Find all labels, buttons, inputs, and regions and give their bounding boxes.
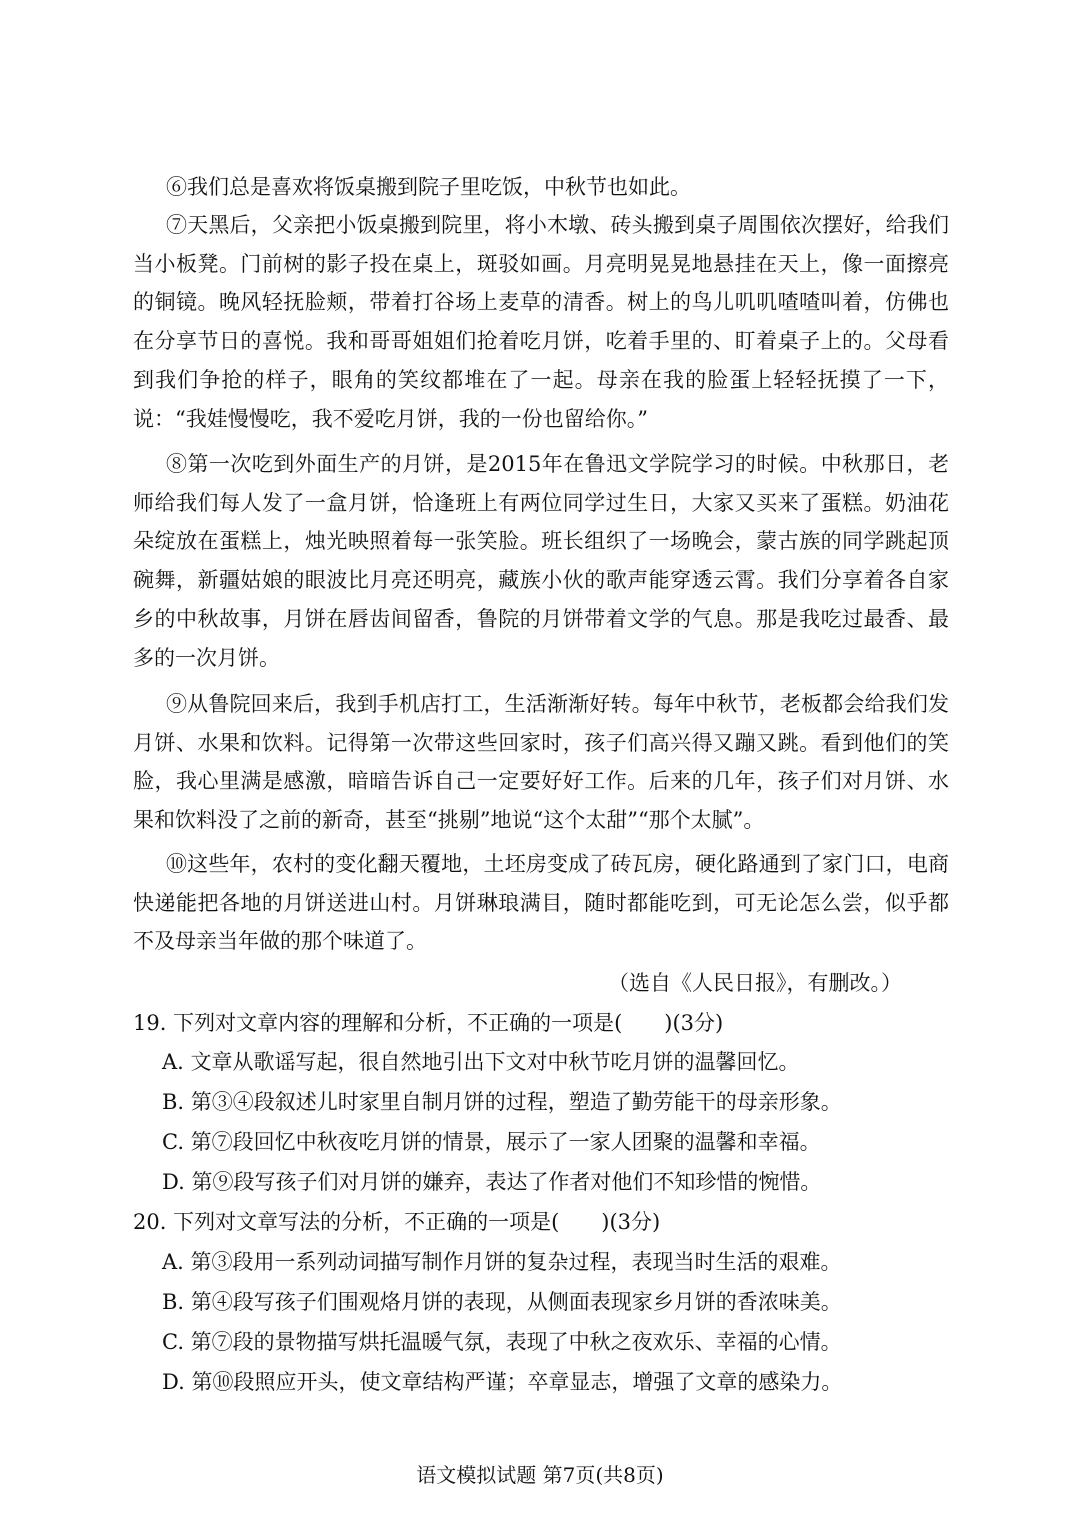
question-19-option-a: A. 文章从歌谣写起，很自然地引出下文对中秋节吃月饼的温馨回忆。 bbox=[162, 1050, 800, 1074]
question-19-option-d: D. 第⑨段写孩子们对月饼的嫌弃，表达了作者对他们不知珍惜的惋惜。 bbox=[162, 1170, 822, 1194]
question-20-option-c: C. 第⑦段的景物描写烘托温暖气氛，表现了中秋之夜欢乐、幸福的心情。 bbox=[162, 1330, 842, 1354]
question-20-option-b: B. 第④段写孩子们围观烙月饼的表现，从侧面表现家乡月饼的香浓味美。 bbox=[162, 1290, 842, 1314]
paragraph-8: ⑧第一次吃到外面生产的月饼，是2015年在鲁迅文学院学习的时候。中秋那日，老师给我们每人发了一盒月饼，恰逢班上有两位同学过生日，大家又买来了蛋糕。奶油花朵绽放在蛋糕上，烛光映照着每一张笑脸。班长组织了一场晚会，蒙古族的同学跳起顶碗舞，新疆姑娘的眼波比月亮还明亮，藏族小伙的歌声能穿透云霄。我们分享着各自家乡的中秋故事，月饼在唇齿间留香，鲁院的月饼带着文学的气息。那是我吃过最香、最多的一次月饼。 bbox=[133, 452, 949, 670]
paragraph-9: ⑨从鲁院回来后，我到手机店打工，生活渐渐好转。每年中秋节，老板都会给我们发月饼、水果和饮料。记得第一次带这些回家时，孩子们高兴得又蹦又跳。看到他们的笑脸，我心里满是感激，暗暗告诉自己一定要好好工作。后来的几年，孩子们对月饼、水果和饮料没了之前的新奇，甚至“挑剔”地说“这个太甜”“那个太腻”。 bbox=[133, 692, 949, 833]
question-19-option-b: B. 第③④段叙述儿时家里自制月饼的过程，塑造了勤劳能干的母亲形象。 bbox=[162, 1090, 842, 1114]
question-20-option-d: D. 第⑩段照应开头，使文章结构严谨；卒章显志，增强了文章的感染力。 bbox=[162, 1370, 843, 1394]
question-19-option-c: C. 第⑦段回忆中秋夜吃月饼的情景，展示了一家人团聚的温馨和幸福。 bbox=[162, 1130, 821, 1154]
paragraph-10: ⑩这些年，农村的变化翻天覆地，土坯房变成了砖瓦房，硬化路通到了家门口，电商快递能把各地的月饼送进山村。月饼琳琅满目，随时都能吃到，可无论怎么尝，似乎都不及母亲当年做的那个味道了。 bbox=[133, 852, 949, 954]
question-19-stem: 19. 下列对文章内容的理解和分析，不正确的一项是( )(3分) bbox=[133, 1011, 724, 1035]
page-footer: 语文模拟试题 第7页(共8页) bbox=[416, 1463, 664, 1487]
paragraph-6: ⑥我们总是喜欢将饭桌搬到院子里吃饭，中秋节也如此。 bbox=[166, 175, 691, 199]
paragraph-7: ⑦天黑后，父亲把小饭桌搬到院里，将小木墩、砖头搬到桌子周围依次摆好，给我们当小板凳。门前树的影子投在桌上，斑驳如画。月亮明晃晃地悬挂在天上，像一面擦亮的铜镜。晚风轻抚脸颊，带着打谷场上麦草的清香。树上的鸟儿叽叽喳喳叫着，仿佛也在分享节日的喜悦。我和哥哥姐姐们抢着吃月饼，吃着手里的、盯着桌子上的。父母看到我们争抢的样子，眼角的笑纹都堆在了一起。母亲在我的脸蛋上轻轻抚摸了一下，说：“我娃慢慢吃，我不爱吃月饼，我的一份也留给你。” bbox=[133, 213, 949, 431]
source-note: （选自《人民日报》，有删改。） bbox=[608, 971, 902, 995]
question-20-option-a: A. 第③段用一系列动词描写制作月饼的复杂过程，表现当时生活的艰难。 bbox=[162, 1250, 842, 1274]
question-20-stem: 20. 下列对文章写法的分析，不正确的一项是( )(3分) bbox=[133, 1210, 661, 1234]
